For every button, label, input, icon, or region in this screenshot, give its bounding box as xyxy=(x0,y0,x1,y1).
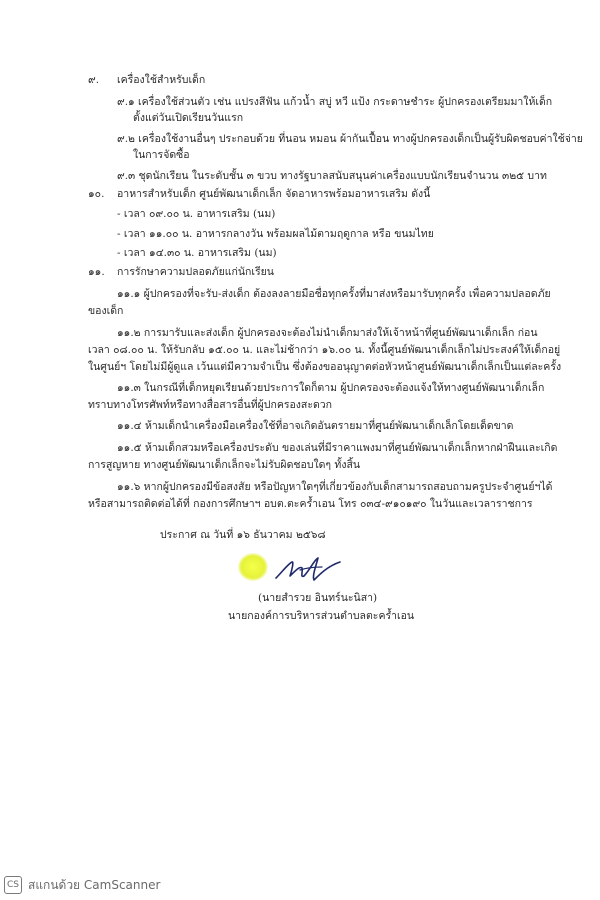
highlighter-mark xyxy=(238,553,268,581)
section-9-1-line-2: ตั้งแต่วันเปิดเรียนวันแรก xyxy=(133,112,244,124)
section-10-number: ๑๐. xyxy=(88,188,105,200)
section-11-2-line-1: ๑๑.๒ การมารับและส่งเด็ก ผู้ปกครองจะต้องไม่นำเด็กมาส่งให้เจ้าหน้าที่ศูนย์พัฒนาเด็กเล็ก ก่อน xyxy=(117,327,538,339)
handwritten-signature xyxy=(270,552,350,588)
section-9-number: ๙. xyxy=(88,74,100,86)
section-9-2-line-2: ในการจัดซื้อ xyxy=(133,149,190,161)
section-11-1-line-2: ของเด็ก xyxy=(88,305,124,317)
section-11-6-line-2: หรือสามารถติดต่อได้ที่ กองการศึกษาฯ อบต.ตะคร้ำเอน โทร ๐๓๔-๙๑๐๑๙๐ ในวันและเวลาราชการ xyxy=(88,498,533,510)
section-11-4-line-1: ๑๑.๔ ห้ามเด็กนำเครื่องมือเครื่องใช้ที่อาจเกิดอันตรายมาที่ศูนย์พัฒนาเด็กเล็กโดยเด็ดขาด xyxy=(117,420,514,432)
announcement-date-line: ประกาศ ณ วันที่ ๑๖ ธันวาคม ๒๕๖๘ xyxy=(160,529,326,541)
section-11-3-line-2: ทราบทางโทรศัพท์หรือทางสื่อสารอื่นที่ผู้ปกครองสะดวก xyxy=(88,399,333,411)
section-11-6-line-1: ๑๑.๖ หากผู้ปกครองมีข้อสงสัย หรือปัญหาใดๆที่เกี่ยวข้องกับเด็กสามารถสอบถามครูประจำศูนย์ฯได้ xyxy=(117,481,553,493)
section-11-title: การรักษาความปลอดภัยแก่นักเรียน xyxy=(117,266,274,278)
section-10-meal-3: - เวลา ๑๔.๓๐ น. อาหารเสริม (นม) xyxy=(117,247,277,259)
section-11-2-line-3: ในศูนย์ฯ โดยไม่มีผู้ดูแล เว้นแต่มีความจำเป็น ซึ่งต้องขออนุญาตต่อหัวหน้าศูนย์พัฒนาเด็กเล็กเป็นแต่ละครั้ง xyxy=(88,361,562,373)
section-11-2-line-2: เวลา ๐๘.๐๐ น. ให้รับกลับ ๑๕.๐๐ น. และไม่ช้ากว่า ๑๖.๐๐ น. ทั้งนี้ศูนย์พัฒนาเด็กเล็กไม่ประสงค์ให้เด็กอยู่ xyxy=(88,344,561,356)
scanner-watermark xyxy=(4,876,160,894)
section-11-5-line-2: การสูญหาย ทางศูนย์พัฒนาเด็กเล็กจะไม่รับผิดชอบใดๆ ทั้งสิ้น xyxy=(88,459,361,471)
section-9-title: เครื่องใช้สำหรับเด็ก xyxy=(117,74,206,86)
section-9-2-line-1: ๙.๒ เครื่องใช้งานอื่นๆ ประกอบด้วย ที่นอน หมอน ผ้ากันเปื้อน ทางผู้ปกครองเด็กเป็นผู้รับผิดชอบค่าใช้จ่าย xyxy=(117,133,583,145)
section-11-3-line-1: ๑๑.๓ ในกรณีที่เด็กหยุดเรียนด้วยประการใดก็ตาม ผู้ปกครองจะต้องแจ้งให้ทางศูนย์พัฒนาเด็กเล็ก xyxy=(117,382,545,394)
camscanner-icon: CS xyxy=(4,876,22,894)
scanner-text: สแกนด้วย CamScanner xyxy=(28,877,161,892)
section-9-3-line-1: ๙.๓ ชุดนักเรียน ในระดับชั้น ๓ ขวบ ทางรัฐบาลสนับสนุนค่าเครื่องแบบนักเรียนจำนวน ๓๒๕ บาท xyxy=(117,170,547,182)
signer-name: (นายสำรวย อินทร์นะนิสา) xyxy=(258,592,378,604)
section-10-meal-1: - เวลา ๐๙.๐๐ น. อาหารเสริม (นม) xyxy=(117,208,276,220)
section-11-5-line-1: ๑๑.๕ ห้ามเด็กสวมหรือเครื่องประดับ ของเล่นที่มีราคาแพงมาที่ศูนย์พัฒนาเด็กเล็กหากฝ่าฝืนและเกิด xyxy=(117,442,558,454)
section-11-1-line-1: ๑๑.๑ ผู้ปกครองที่จะรับ-ส่งเด็ก ต้องลงลายมือชื่อทุกครั้งที่มาส่งหรือมารับทุกครั้ง เพื่อความปลอดภัย xyxy=(117,288,551,300)
section-9-1-line-1: ๙.๑ เครื่องใช้ส่วนตัว เช่น แปรงสีฟัน แก้วน้ำ สบู่ หวี แป้ง กระดาษชำระ ผู้ปกครองเตรียมมาให้เด็ก xyxy=(117,96,553,108)
section-11-number: ๑๑. xyxy=(88,266,105,278)
section-10-title: อาหารสำหรับเด็ก ศูนย์พัฒนาเด็กเล็ก จัดอาหารพร้อมอาหารเสริม ดังนี้ xyxy=(117,188,431,200)
signer-title: นายกองค์การบริหารส่วนตำบลตะคร้ำเอน xyxy=(228,610,415,622)
section-10-meal-2: - เวลา ๑๑.๐๐ น. อาหารกลางวัน พร้อมผลไม้ตามฤดูกาล หรือ ขนมไทย xyxy=(117,228,434,240)
